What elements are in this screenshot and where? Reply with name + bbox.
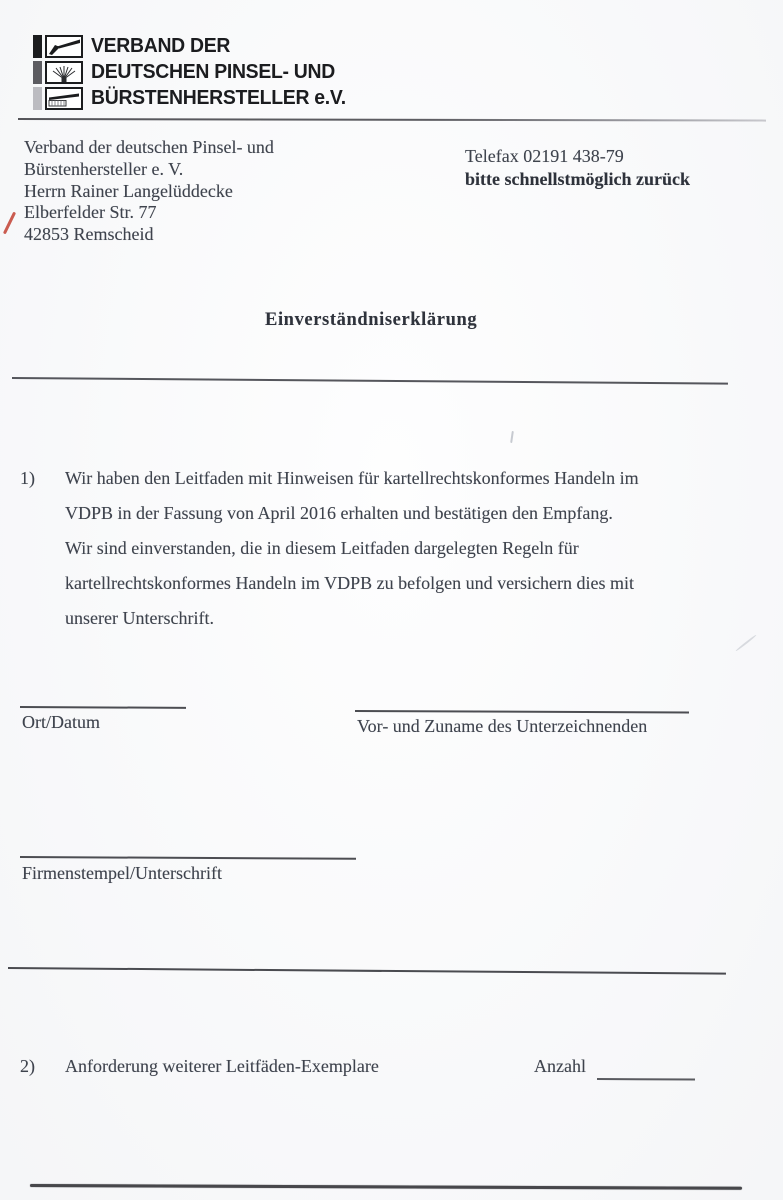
logo-row xyxy=(33,85,354,111)
section-2-text: Anforderung weiterer Leitfäden-Exemplare xyxy=(65,1056,379,1076)
logo-line-3: BÜRSTENHERSTELLER e.V. xyxy=(91,87,346,109)
logo-row xyxy=(33,33,354,59)
ort-datum-label: Ort/Datum xyxy=(22,712,100,732)
stray-scan-mark xyxy=(510,431,514,443)
header-divider xyxy=(18,118,766,122)
logo-line-1: VERBAND DER xyxy=(91,35,231,57)
stamp-signature-line xyxy=(20,856,356,860)
association-logo xyxy=(33,33,354,111)
paragraph-line: Wir haben den Leitfaden mit Hinweisen für kartellrechtskonformes Handeln im xyxy=(65,468,639,488)
address-line: 42853 Remscheid xyxy=(24,224,154,245)
ort-datum-signature-line xyxy=(20,706,186,709)
fan-brush-icon xyxy=(33,61,83,84)
logo-row xyxy=(33,59,354,85)
address-line: Bürstenhersteller e. V. xyxy=(24,158,184,179)
address-line: Herrn Rainer Langelüddecke xyxy=(24,180,233,201)
section-1-paragraph xyxy=(65,461,639,636)
logo-line-2: DEUTSCHEN PINSEL- UND xyxy=(91,61,335,83)
bottom-scan-edge-line xyxy=(30,1184,742,1190)
section-divider xyxy=(8,967,726,975)
name-signature-line xyxy=(355,710,689,713)
fax-block xyxy=(465,145,690,190)
anzahl-fill-in-line xyxy=(597,1078,695,1081)
name-label: Vor- und Zuname des Unterzeichnenden xyxy=(357,716,648,736)
section-1-number: 1) xyxy=(20,468,35,488)
title-divider xyxy=(12,377,728,385)
document-title: Einverständniserklärung xyxy=(265,310,478,330)
broom-brush-icon xyxy=(33,87,83,110)
section-2-number: 2) xyxy=(20,1056,35,1076)
red-pen-mark xyxy=(3,212,16,235)
flat-brush-icon xyxy=(33,35,83,58)
telefax-number: Telefax 02191 438-79 xyxy=(465,146,624,166)
address-line: Verband der deutschen Pinsel- und xyxy=(24,137,274,157)
address-line: Elberfelder Str. 77 xyxy=(24,202,157,223)
recipient-address-block xyxy=(24,137,274,246)
paragraph-line: kartellrechtskonformes Handeln im VDPB zu befolgen und versichern dies mit xyxy=(65,573,635,593)
anzahl-label: Anzahl xyxy=(534,1056,586,1076)
paragraph-line: unserer Unterschrift. xyxy=(65,608,214,628)
paragraph-line: VDPB in der Fassung von April 2016 erhalten und bestätigen den Empfang. xyxy=(65,503,613,523)
return-note: bitte schnellstmöglich zurück xyxy=(465,168,690,189)
scan-smudge xyxy=(735,634,757,652)
stamp-label: Firmenstempel/Unterschrift xyxy=(22,863,222,883)
paragraph-line: Wir sind einverstanden, die in diesem Leitfaden dargelegten Regeln für xyxy=(65,538,579,558)
